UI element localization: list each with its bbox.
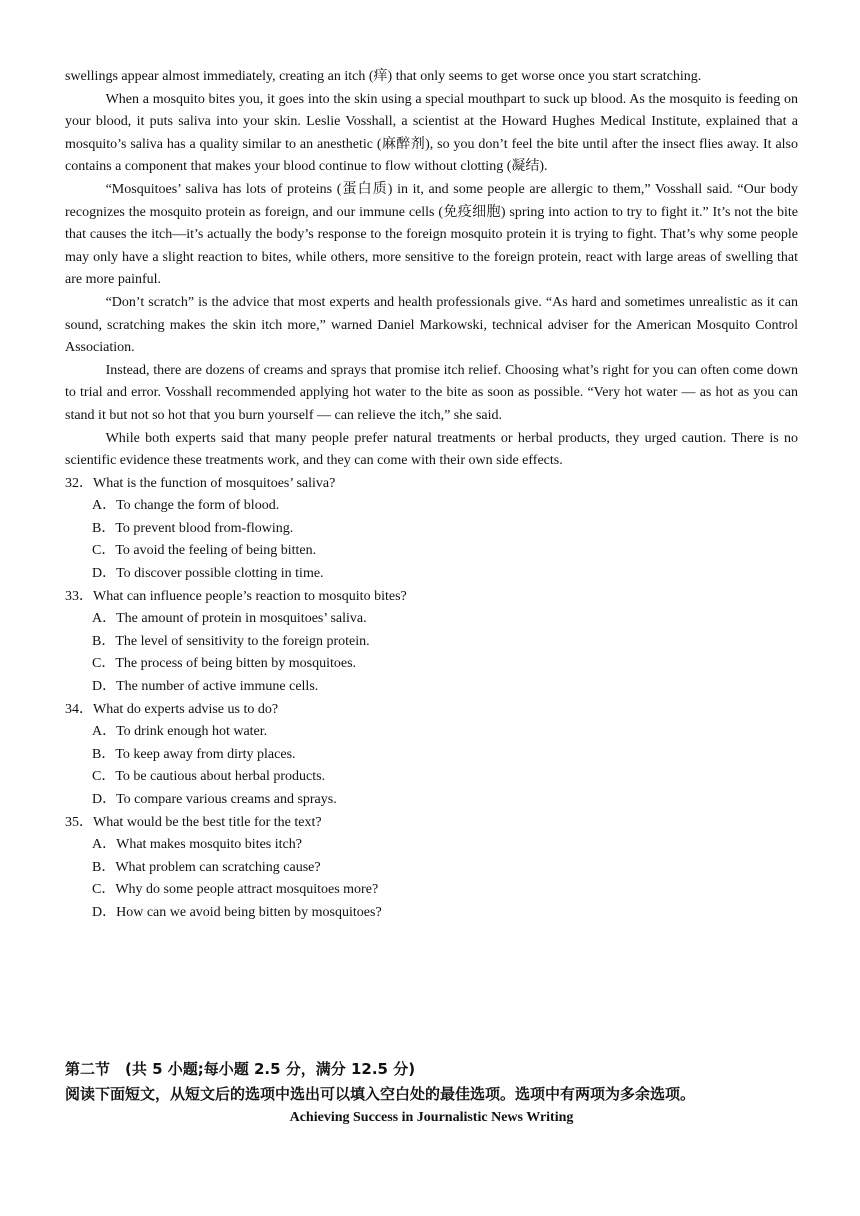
question-stem: 34．What do experts advise us to do?: [65, 701, 279, 717]
option-b: B．What problem can scratching cause?: [92, 859, 321, 875]
passage: [65, 66, 798, 473]
section-instruction: 阅读下面短文，从短文后的选项中选出可以填入空白处的最佳选项。选项中有两项为多余选项。: [65, 1085, 696, 1103]
question-33: [65, 586, 798, 699]
option-b: B．To prevent blood from-flowing.: [92, 520, 294, 536]
option-c: C．To avoid the feeling of being bitten.: [92, 543, 317, 559]
question-stem: 32．What is the function of mosquitoes’ saliva?: [65, 475, 336, 491]
option-b: B．To keep away from dirty places.: [92, 746, 296, 762]
question-stem: 35．What would be the best title for the text?: [65, 814, 322, 830]
option-c: C．The process of being bitten by mosquitoes.: [92, 656, 357, 672]
article-title: Achieving Success in Journalistic News Writing: [289, 1110, 574, 1125]
option-d: D．The number of active immune cells.: [92, 679, 319, 695]
option-d: D．To compare various creams and sprays.: [92, 792, 337, 807]
question-stem: 33．What can influence people’s reaction to mosquito bites?: [65, 588, 407, 604]
passage-paragraph-3: “Mosquitoes’ saliva has lots of proteins (蛋白质) in it, and some people are allergic to them,” Vosshall said. “Our body recognizes the mosquito protein as foreign, and our immune cells (免疫细胞) spring into action to try to fight it.” It’s not the bite that causes the itch—it’s actually the body’s response to the foreign mosquito protein it is trying to fight. That’s why some people may only have a slight reaction to bites, while others, more sensitive to the foreign protein, react with large areas of swelling that are more painful.: [65, 181, 798, 288]
passage-paragraph-5: Instead, there are dozens of creams and sprays that promise itch relief. Choosing what’s right for you can often come down to trial and error. Vosshall recommended applying hot water to the bite as soon as possible. “Very hot water — as hot as you can stand it but not so hot that you burn yourself — can relieve the itch,” she said.: [65, 362, 798, 423]
option-d: D．To discover possible clotting in time.: [92, 566, 324, 582]
option-b: B．The level of sensitivity to the foreign protein.: [92, 633, 370, 649]
reading-passage-page: [65, 66, 798, 925]
question-35: [65, 812, 798, 925]
passage-paragraph-1: swellings appear almost immediately, creating an itch (痒) that only seems to get worse once you start scratching.: [65, 69, 702, 84]
passage-paragraph-6: While both experts said that many people prefer natural treatments or herbal products, they urged caution. There is no scientific evidence these treatments work, and they can come with their own side effects.: [65, 430, 798, 469]
option-c: C．To be cautious about herbal products.: [92, 769, 326, 785]
option-c: C．Why do some people attract mosquitoes more?: [92, 882, 379, 898]
option-a: A．What makes mosquito bites itch?: [92, 837, 302, 853]
section-heading: 第二节 (共 5 小题;每小题 2.5 分，满分 12.5 分): [65, 1060, 416, 1078]
option-a: A．The amount of protein in mosquitoes’ saliva.: [92, 611, 367, 627]
option-a: A．To change the form of blood.: [92, 498, 280, 514]
option-d: D．How can we avoid being bitten by mosquitoes?: [92, 904, 382, 920]
passage-paragraph-4: “Don’t scratch” is the advice that most experts and health professionals give. “As hard and sometimes unrealistic as it can sound, scratching makes the skin itch more,” warned Daniel Markowski, technical adviser for the American Mosquito Control Association.: [65, 294, 798, 356]
passage-paragraph-2: When a mosquito bites you, it goes into the skin using a special mouthpart to suck up blood. As the mosquito is feeding on your blood, it puts saliva into your skin. Leslie Vosshall, a scientist at the Howard Hughes Medical Institute, explained that a mosquito’s saliva has a quality similar to an anesthetic (麻醉剂), so you don’t feel the bite until after the insect flies away. It also contains a component that makes your blood continue to flow without clotting (凝结).: [65, 91, 798, 175]
question-34: [65, 699, 798, 812]
option-a: A．To drink enough hot water.: [92, 724, 268, 740]
question-list: [65, 473, 798, 925]
question-32: [65, 473, 798, 586]
section-two: [65, 1057, 805, 1129]
